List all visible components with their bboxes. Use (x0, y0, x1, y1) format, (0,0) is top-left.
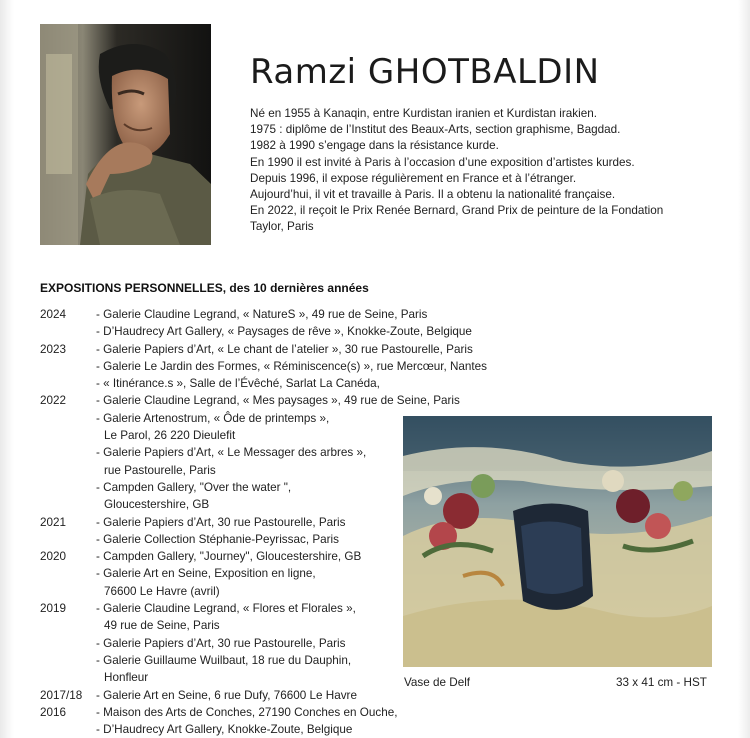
exposition-entry: - Galerie Collection Stéphanie-Peyrissac, Paris (96, 532, 339, 546)
bio-line: Depuis 1996, il expose régulièrement en France et à l’étranger. (250, 171, 577, 185)
exposition-year: 2020 (40, 550, 67, 564)
bio-line: Né en 1955 à Kanaqin, entre Kurdistan iranien et Kurdistan irakien. (250, 107, 597, 120)
exposition-year (40, 358, 96, 375)
exposition-year (40, 410, 96, 427)
exposition-year (40, 531, 96, 548)
exposition-year: 2021 (40, 515, 67, 529)
exposition-entry: 76600 Le Havre (avril) (104, 584, 220, 598)
exposition-entry: - D’Haudrecy Art Gallery, « Paysages de rêve », Knokke-Zoute, Belgique (96, 325, 472, 339)
exposition-year (40, 721, 96, 738)
exposition-row (40, 341, 520, 358)
artwork-title: Vase de Delf (404, 676, 471, 689)
exposition-entry: - Galerie Artenostrum, « Ôde de printemps », (96, 411, 330, 425)
exposition-entry: - Galerie Claudine Legrand, « NatureS », 49 rue de Seine, Paris (96, 308, 428, 321)
exposition-entry: - Galerie Papiers d’Art, « Le chant de l’atelier », 30 rue Pastourelle, Paris (96, 342, 473, 356)
exposition-row (40, 323, 520, 340)
artist-name: Ramzi GHOTBALDIN (250, 52, 600, 92)
exposition-entry: - Galerie Claudine Legrand, « Mes paysages », 49 rue de Seine, Paris (96, 394, 460, 408)
artist-biography (250, 106, 720, 236)
exposition-entry: - D’Haudrecy Art Gallery, Knokke-Zoute, Belgique (96, 723, 353, 737)
artist-portrait-photo (40, 24, 211, 245)
exposition-row (40, 704, 520, 721)
exposition-entry: - Galerie Papiers d’Art, « Le Messager des arbres », (96, 446, 367, 460)
exposition-row (40, 306, 520, 323)
exposition-entry: - Campden Gallery, "Over the water ", (96, 480, 292, 494)
exposition-year (40, 479, 96, 496)
exposition-entry: - Galerie Papiers d’Art, 30 rue Pastourelle, Paris (96, 636, 346, 650)
section-heading-expositions: EXPOSITIONS PERSONNELLES, des 10 dernières années (40, 281, 369, 295)
exposition-entry: - Galerie Le Jardin des Formes, « Réminiscence(s) », rue Mercœur, Nantes (96, 359, 488, 373)
exposition-year (40, 444, 96, 461)
exposition-entry: - Campden Gallery, "Journey", Gloucestershire, GB (96, 550, 362, 564)
exposition-year (40, 652, 96, 669)
exposition-year (40, 462, 96, 479)
exposition-year (40, 323, 96, 340)
exposition-year: 2019 (40, 602, 67, 616)
exposition-year (40, 427, 96, 444)
bio-line: Taylor, Paris (250, 220, 314, 234)
bio-line: 1975 : diplôme de l’Institut des Beaux-Arts, section graphisme, Bagdad. (250, 123, 621, 137)
artwork-painting-image (403, 416, 712, 667)
exposition-entry: - Maison des Arts de Conches, 27190 Conches en Ouche, (96, 705, 398, 719)
bio-line: 1982 à 1990 s’engage dans la résistance kurde. (250, 139, 499, 153)
exposition-row (40, 375, 520, 392)
exposition-year (40, 635, 96, 652)
exposition-year (40, 583, 96, 600)
exposition-entry: - Galerie Art en Seine, 6 rue Dufy, 76600 Le Havre (96, 688, 357, 702)
exposition-row (40, 687, 520, 704)
exposition-year (40, 496, 96, 513)
exposition-entry: - Galerie Papiers d’Art, 30 rue Pastourelle, Paris (96, 515, 346, 529)
exposition-row (40, 392, 520, 409)
exposition-year: 2016 (40, 705, 67, 719)
exposition-entry: 49 rue de Seine, Paris (104, 619, 220, 633)
exposition-entry: Le Parol, 26 220 Dieulefit (104, 429, 236, 443)
bio-line: En 1990 il est invité à Paris à l’occasion d’une exposition d’artistes kurdes. (250, 155, 635, 169)
exposition-row (40, 358, 520, 375)
exposition-entry: Honfleur (104, 671, 149, 685)
page-left-edge (0, 0, 14, 738)
exposition-year (40, 375, 96, 392)
exposition-year (40, 565, 96, 582)
page-right-edge (738, 0, 750, 738)
exposition-entry: rue Pastourelle, Paris (104, 463, 216, 477)
exposition-row (40, 721, 520, 738)
exposition-entry: - Galerie Guillaume Wuilbaut, 18 rue du Dauphin, (96, 653, 352, 667)
exposition-entry: - Galerie Claudine Legrand, « Flores et Florales », (96, 602, 356, 616)
exposition-year: 2022 (40, 394, 67, 408)
exposition-year: 2023 (40, 342, 67, 356)
exposition-entry: - Galerie Art en Seine, Exposition en ligne, (96, 567, 316, 581)
bio-line: Aujourd’hui, il vit et travaille à Paris. Il a obtenu la nationalité française. (250, 188, 616, 202)
exposition-entry: - « Itinérance.s », Salle de l’Évêché, Sarlat La Canéda, (96, 377, 380, 391)
exposition-year: 2024 (40, 308, 67, 321)
exposition-year (40, 669, 96, 686)
artwork-dimensions: 33 x 41 cm - HST (616, 676, 707, 689)
exposition-year (40, 617, 96, 634)
exposition-year: 2017/18 (40, 688, 83, 702)
bio-line: En 2022, il reçoit le Prix Renée Bernard, Grand Prix de peinture de la Fondation (250, 204, 664, 218)
exposition-entry: Gloucestershire, GB (104, 498, 210, 512)
